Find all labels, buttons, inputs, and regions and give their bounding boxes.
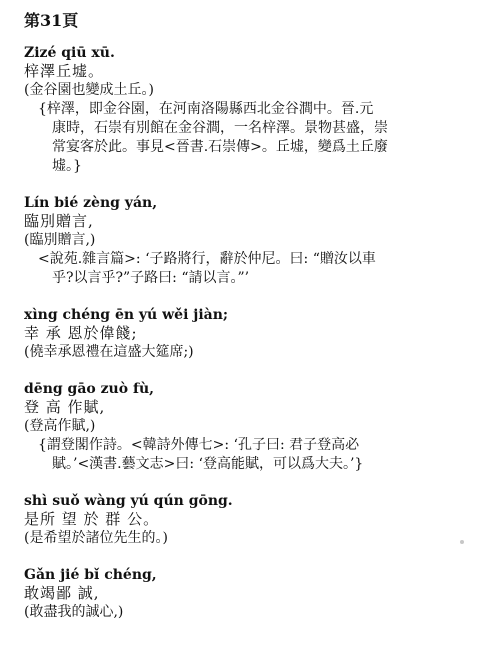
note-line: {謂登閣作詩。<韓詩外傳七>: ‘孔子曰: 君子登高必 — [38, 437, 360, 453]
entry-note — [38, 436, 478, 474]
entry-romanization: Lín bié zèng yán, — [24, 195, 158, 211]
note-line: 賦。’<漢書.藝文志>曰: ‘登高能賦，可以爲大夫。’} — [52, 456, 364, 472]
entry-romanization: Gǎn jié bǐ chéng, — [24, 567, 157, 583]
note-line: 康時，石崇有別館在金谷澗，一名梓澤。景物甚盛，崇 — [52, 120, 388, 136]
note-line: 乎?以言乎?”子路曰: “請以言。”’ — [52, 270, 250, 286]
entry-chinese: 梓澤丘墟。 — [24, 62, 105, 80]
entry-chinese: 敢竭鄙 誠, — [24, 584, 100, 602]
entry-romanization: dēng gāo zuò fù, — [24, 381, 155, 397]
entry-chinese: 是所 望 於 群 公。 — [24, 510, 160, 528]
entry-translation: (僥幸承恩禮在這盛大筵席;) — [24, 344, 194, 360]
entry-translation: (是希望於諸位先生的。) — [24, 530, 168, 546]
entry-translation: (臨別贈言,) — [24, 232, 96, 248]
entry-0 — [24, 44, 484, 176]
entry-translation: (敢盡我的誠心,) — [24, 604, 124, 620]
entry-translation: (金谷園也變成土丘。) — [24, 82, 154, 98]
note-line: 常宴客於此。事見<晉書.石崇傳>。丘墟，變爲土丘廢 — [52, 139, 388, 155]
entry-4 — [24, 492, 484, 548]
note-line: <說苑.雜言篇>: ‘子路將行，辭於仲尼。曰: “贈汝以車 — [38, 251, 376, 267]
entry-note — [38, 100, 478, 176]
entry-chinese: 登 高 作賦, — [24, 398, 106, 416]
entry-note — [38, 250, 478, 288]
scan-speck — [460, 540, 464, 544]
note-line: {梓澤，即金谷園，在河南洛陽縣西北金谷澗中。晉.元 — [38, 101, 374, 117]
entry-1 — [24, 194, 484, 288]
entry-romanization: Zizé qiū xū. — [24, 45, 115, 61]
entry-translation: (登高作賦,) — [24, 418, 96, 434]
entry-romanization: xìng chéng ēn yú wěi jiàn; — [24, 307, 229, 323]
entry-3 — [24, 380, 484, 474]
entry-chinese: 臨別贈言, — [24, 212, 94, 230]
entry-5 — [24, 566, 484, 622]
entry-chinese: 幸 承 恩於偉餞; — [24, 324, 138, 342]
note-line: 墟。} — [52, 158, 82, 174]
entry-2 — [24, 306, 484, 362]
page-number: 第31頁 — [24, 11, 79, 30]
entry-romanization: shì suǒ wàng yú qún gōng. — [24, 493, 233, 509]
